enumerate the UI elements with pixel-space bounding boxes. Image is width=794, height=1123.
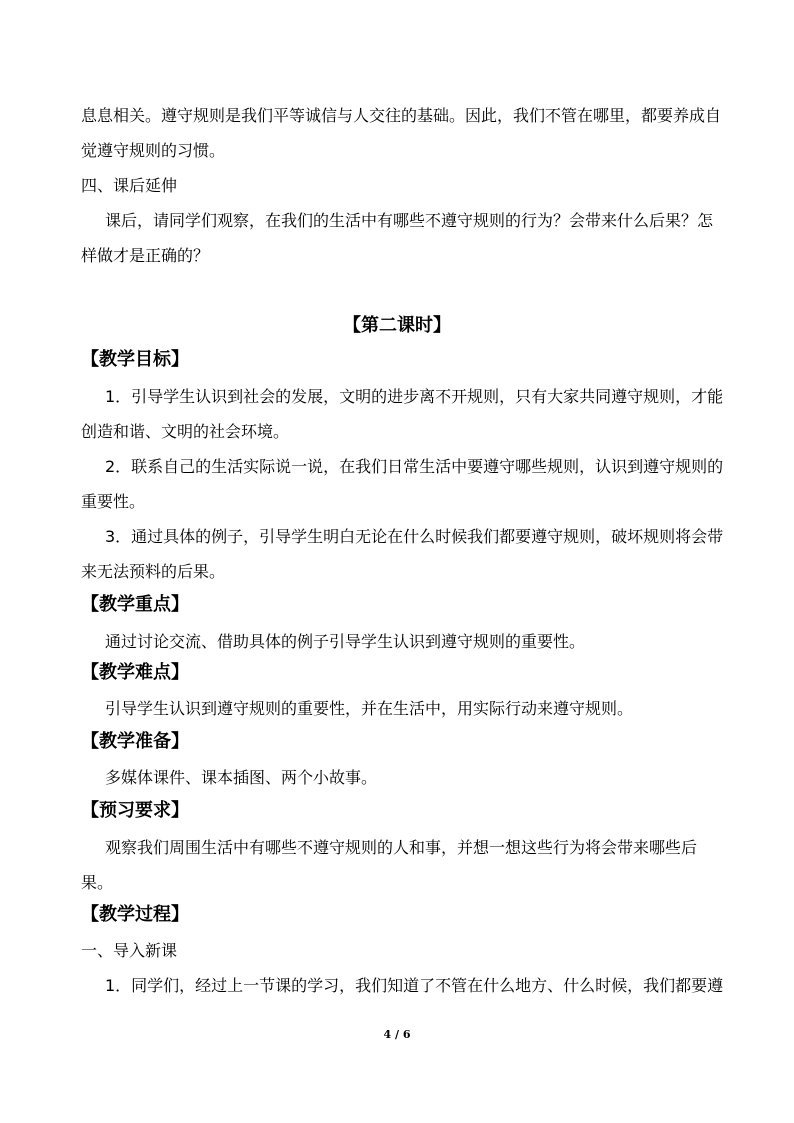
paragraph-line: 课后，请同学们观察，在我们的生活中有哪些不遵守规则的行为？会带来什么后果？怎 — [105, 211, 714, 230]
objective-item-line: 来无法预料的后果。 — [81, 562, 226, 581]
difficulties-text: 引导学生认识到遵守规则的重要性，并在生活中，用实际行动来遵守规则。 — [105, 699, 634, 718]
preview-heading: 【预习要求】 — [81, 800, 189, 821]
key-points-text: 通过讨论交流、借助具体的例子引导学生认识到遵守规则的重要性。 — [105, 632, 586, 651]
objective-item-line: 2．联系自己的生活实际说一说，在我们日常生活中要遵守哪些规则，认识到遵守规则的 — [105, 457, 724, 476]
preview-text-line: 观察我们周围生活中有哪些不遵守规则的人和事，并想一想这些行为将会带来哪些后 — [105, 838, 698, 857]
paragraph-line: 息息相关。遵守规则是我们平等诚信与人交往的基础。因此，我们不管在哪里，都要养成自 — [81, 106, 722, 125]
lesson-title: 【第二课时】 — [343, 315, 451, 336]
objective-item-line: 3．通过具体的例子，引导学生明白无论在什么时候我们都要遵守规则，破坏规则将会带 — [105, 527, 724, 546]
section-title: 四、课后延伸 — [81, 176, 178, 195]
page-number: 4 / 6 — [383, 1028, 411, 1041]
section-title: 一、导入新课 — [81, 941, 178, 960]
objectives-heading: 【教学目标】 — [81, 349, 189, 370]
paragraph-line: 样做才是正确的？ — [81, 246, 210, 265]
difficulties-heading: 【教学难点】 — [81, 662, 189, 683]
preparation-heading: 【教学准备】 — [81, 731, 189, 752]
paragraph-line: 觉遵守规则的习惯。 — [81, 141, 226, 160]
key-points-heading: 【教学重点】 — [81, 594, 189, 615]
objective-item-line: 重要性。 — [81, 492, 146, 511]
objective-item-line: 1．引导学生认识到社会的发展，文明的进步离不开规则，只有大家共同遵守规则，才能 — [105, 387, 724, 406]
process-item-line: 1．同学们，经过上一节课的学习，我们知道了不管在什么地方、什么时候，我们都要遵 — [105, 976, 724, 995]
process-heading: 【教学过程】 — [81, 904, 189, 925]
preparation-text: 多媒体课件、课本插图、两个小故事。 — [105, 768, 378, 787]
objective-item-line: 创造和谐、文明的社会环境。 — [81, 422, 290, 441]
preview-text-line: 果。 — [81, 873, 114, 892]
